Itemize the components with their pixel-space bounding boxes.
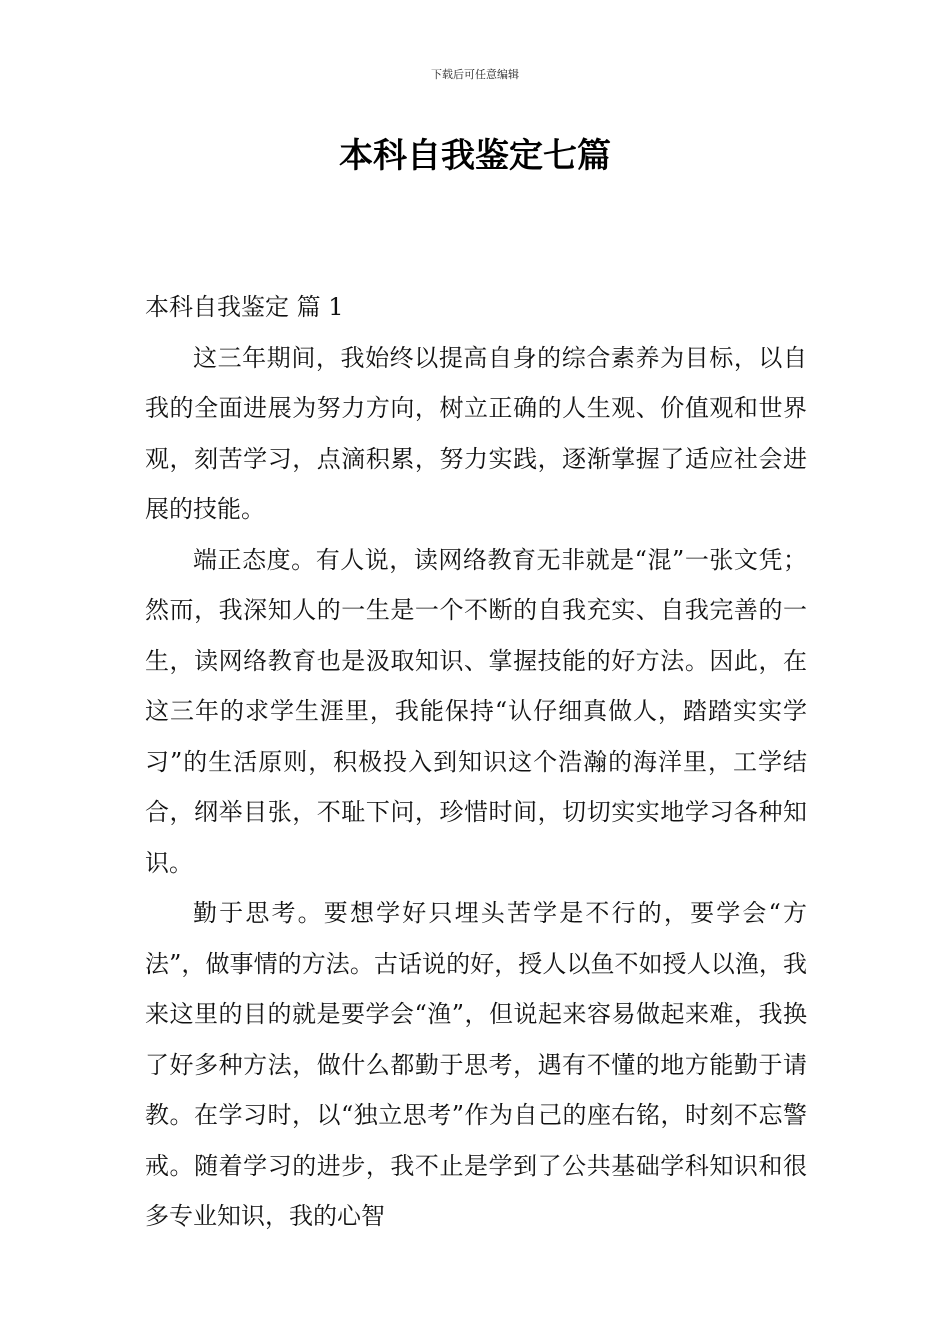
paragraph-1: 这三年期间，我始终以提高自身的综合素养为目标，以自我的全面进展为努力方向，树立正确的人生观、价值观和世界观，刻苦学习，点滴积累，努力实践，逐渐掌握了适应社会进展的技能。 <box>145 343 807 523</box>
header-note: 下载后可任意编辑 <box>431 68 519 81</box>
document-title: 本科自我鉴定七篇 <box>339 136 611 176</box>
paragraph-3: 勤于思考。要想学好只埋头苦学是不行的，要学会“方法”，做事情的方法。古话说的好，授人以鱼不如授人以渔，我来这里的目的就是要学会“渔”，但说起来容易做起来难，我换了好多种方法，做什么都勤于思考，遇有不懂的地方能勤于请教。在学习时，以“独立思考”作为自己的座右铭，时刻不忘警戒。随着学习的进步，我不止是学到了公共基础学科知识和很多专业知识，我的心智 <box>145 899 807 1230</box>
section-heading: 本科自我鉴定 篇 1 <box>145 293 344 321</box>
paragraph-2: 端正态度。有人说，读网络教育无非就是“混”一张文凭；然而，我深知人的一生是一个不断的自我充实、自我完善的一生，读网络教育也是汲取知识、掌握技能的好方法。因此，在这三年的求学生涯里，我能保持“认仔细真做人，踏踏实实学习”的生活原则，积极投入到知识这个浩瀚的海洋里，工学结合，纲举目张，不耻下问，珍惜时间，切切实实地学习各种知识。 <box>145 545 807 877</box>
document-body <box>145 282 807 1242</box>
